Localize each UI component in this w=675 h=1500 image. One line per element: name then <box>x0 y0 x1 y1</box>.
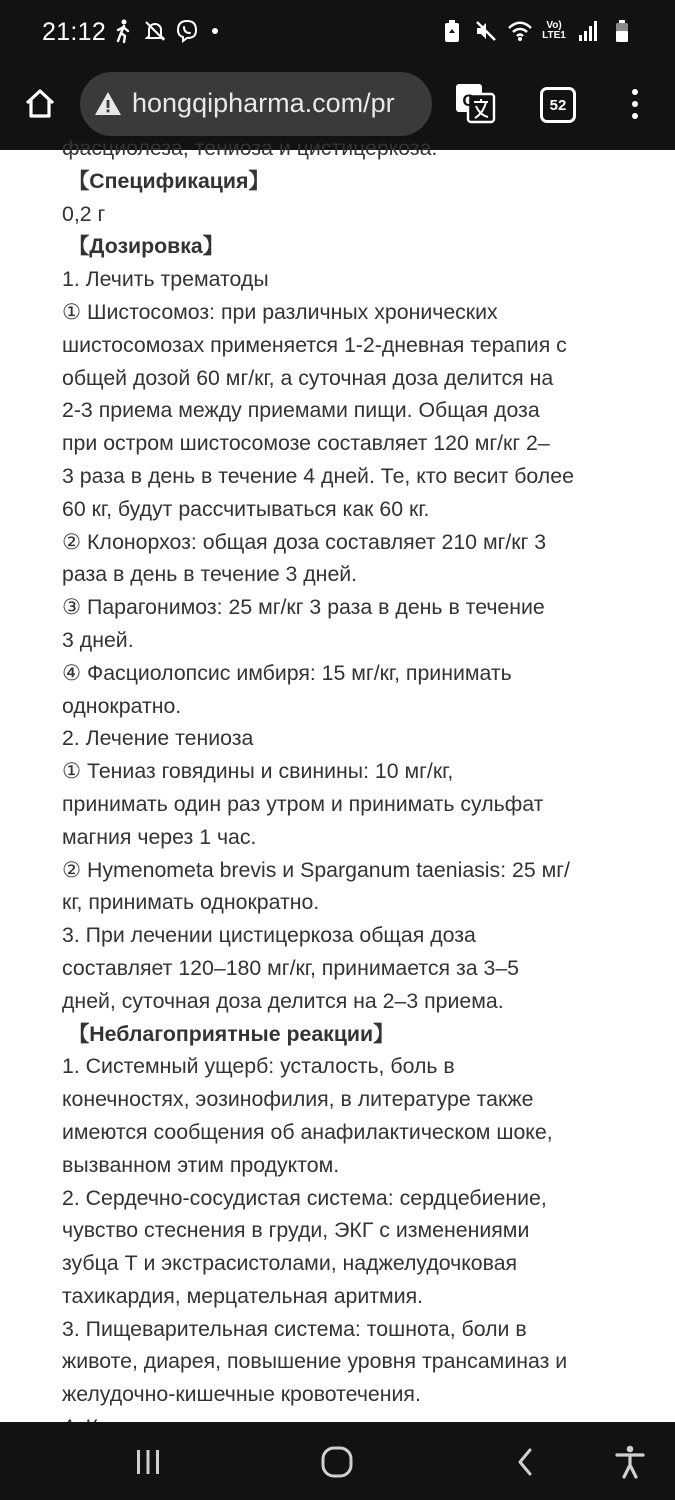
menu-dot-icon <box>632 113 638 119</box>
article-line: составляет 120–180 мг/кг, принимается за 3–5 <box>62 955 520 980</box>
back-icon <box>511 1447 541 1477</box>
article-line: фасциолеза, тениоза и цистицеркоза. <box>62 136 438 160</box>
menu-dot-icon <box>632 89 638 95</box>
article-line: принимать один раз утром и принимать сульфат <box>62 791 544 816</box>
article-line: животе, диарея, повышение уровня трансаминаз и <box>62 1349 568 1374</box>
recent-apps-button[interactable] <box>126 1440 170 1484</box>
section-heading: 【Дозировка】 <box>68 234 225 259</box>
article-line: ② Hymenometa brevis и Sparganum taeniasis: 25 мг/ <box>62 857 570 882</box>
nav-home-button[interactable] <box>315 1440 359 1484</box>
article-line: при остром шистосомозе составляет 120 мг/кг 2– <box>62 431 550 456</box>
translate-button[interactable] <box>454 82 496 124</box>
system-nav-bar <box>0 1422 675 1500</box>
article-line: 1. Системный ущерб: усталость, боль в <box>62 1054 455 1079</box>
article-line: 2-3 приема между приемами пищи. Общая доза <box>62 398 540 423</box>
article-line: однократно. <box>62 693 182 718</box>
article-line: кг, принимать однократно. <box>62 890 320 915</box>
article-line: раза в день в течение 3 дней. <box>62 562 358 587</box>
article-line: 2. Лечение тениоза <box>62 726 254 751</box>
accessibility-button[interactable] <box>608 1440 652 1484</box>
mute-icon <box>473 18 499 44</box>
warning-icon[interactable] <box>94 90 122 118</box>
article-line: шистосомозах применяется 1-2-дневная терапия с <box>62 332 567 357</box>
article-line: тахикардия, мерцательная аритмия. <box>62 1283 424 1308</box>
article-line: ③ Парагонимоз: 25 мг/кг 3 раза в день в течение <box>62 595 545 620</box>
article-line: ② Клонорхоз: общая доза составляет 210 мг/кг 3 <box>62 529 547 554</box>
lte-label: LTE1 <box>542 30 566 41</box>
article-line: 60 кг, будут рассчитываться как 60 кг. <box>62 496 430 521</box>
section-heading: 【Неблагоприятные реакции】 <box>68 1021 395 1046</box>
section-heading: 【Спецификация】 <box>68 168 270 193</box>
home-button[interactable] <box>18 82 62 126</box>
article-line: 3. Пищеварительная система: тошнота, боли в <box>62 1316 527 1341</box>
status-bar <box>0 0 675 68</box>
article-line: ① Тениаз говядины и свинины: 10 мг/кг, <box>62 759 454 784</box>
battery-icon <box>609 18 635 44</box>
overflow-menu-button[interactable] <box>620 82 650 126</box>
article-line: 3 дней. <box>62 627 134 652</box>
accessibility-icon <box>615 1445 645 1479</box>
page-content[interactable] <box>0 136 675 1422</box>
more-notifications-dot <box>212 28 218 34</box>
menu-dot-icon <box>632 101 638 107</box>
article-line: конечностях, эозинофилия, в литературе также <box>62 1087 534 1112</box>
tabs-button[interactable]: 52 <box>540 87 576 123</box>
nav-home-icon <box>320 1445 354 1479</box>
article-line: общей дозой 60 мг/кг, а суточная доза делится на <box>62 365 554 390</box>
article-line: магния через 1 час. <box>62 824 257 849</box>
article-line: 1. Лечить трематоды <box>62 267 269 292</box>
article-line: 0,2 г <box>62 201 106 226</box>
recent-apps-icon <box>133 1447 163 1477</box>
article-text <box>62 132 622 1444</box>
status-left-icons <box>110 18 218 44</box>
article-line: желудочно-кишечные кровотечения. <box>62 1382 421 1407</box>
viber-icon <box>174 18 200 44</box>
translate-icon <box>454 82 496 124</box>
notifications-off-icon <box>142 18 168 44</box>
article-line: ① Шистосомоз: при различных хронических <box>62 299 498 324</box>
article-line: 3. При лечении цистицеркоза общая доза <box>62 923 476 948</box>
wifi-icon <box>507 18 533 44</box>
back-button[interactable] <box>504 1440 548 1484</box>
url-bar[interactable] <box>80 72 432 136</box>
article-line: дней, суточная доза делится на 2–3 приема. <box>62 988 504 1013</box>
article-line: чувство стеснения в груди, ЭКГ с изменениями <box>62 1218 530 1243</box>
article-line: зубца Т и экстрасистолами, наджелудочковая <box>62 1251 518 1276</box>
battery-saver-icon <box>439 18 465 44</box>
status-right-icons <box>439 18 635 44</box>
article-line: ④ Фасциолопсис имбиря: 15 мг/кг, принимать <box>62 660 512 685</box>
volte-label: Vo) <box>546 20 562 31</box>
article-line: имеются сообщения об анафилактическом шоке, <box>62 1119 553 1144</box>
signal-icon <box>575 18 601 44</box>
article-line: 3 раза в день в течение 4 дней. Те, кто весит более <box>62 463 574 488</box>
article-line: 2. Сердечно-сосудистая система: сердцебиение, <box>62 1185 547 1210</box>
walk-icon <box>110 18 136 44</box>
url-text[interactable]: hongqipharma.com/pr <box>132 88 395 118</box>
article-line: вызванном этим продуктом. <box>62 1152 340 1177</box>
volte-lte-icon <box>541 18 567 44</box>
svg-text:G: G <box>462 91 476 110</box>
home-icon <box>23 87 57 121</box>
status-time: 21:12 <box>42 18 107 46</box>
